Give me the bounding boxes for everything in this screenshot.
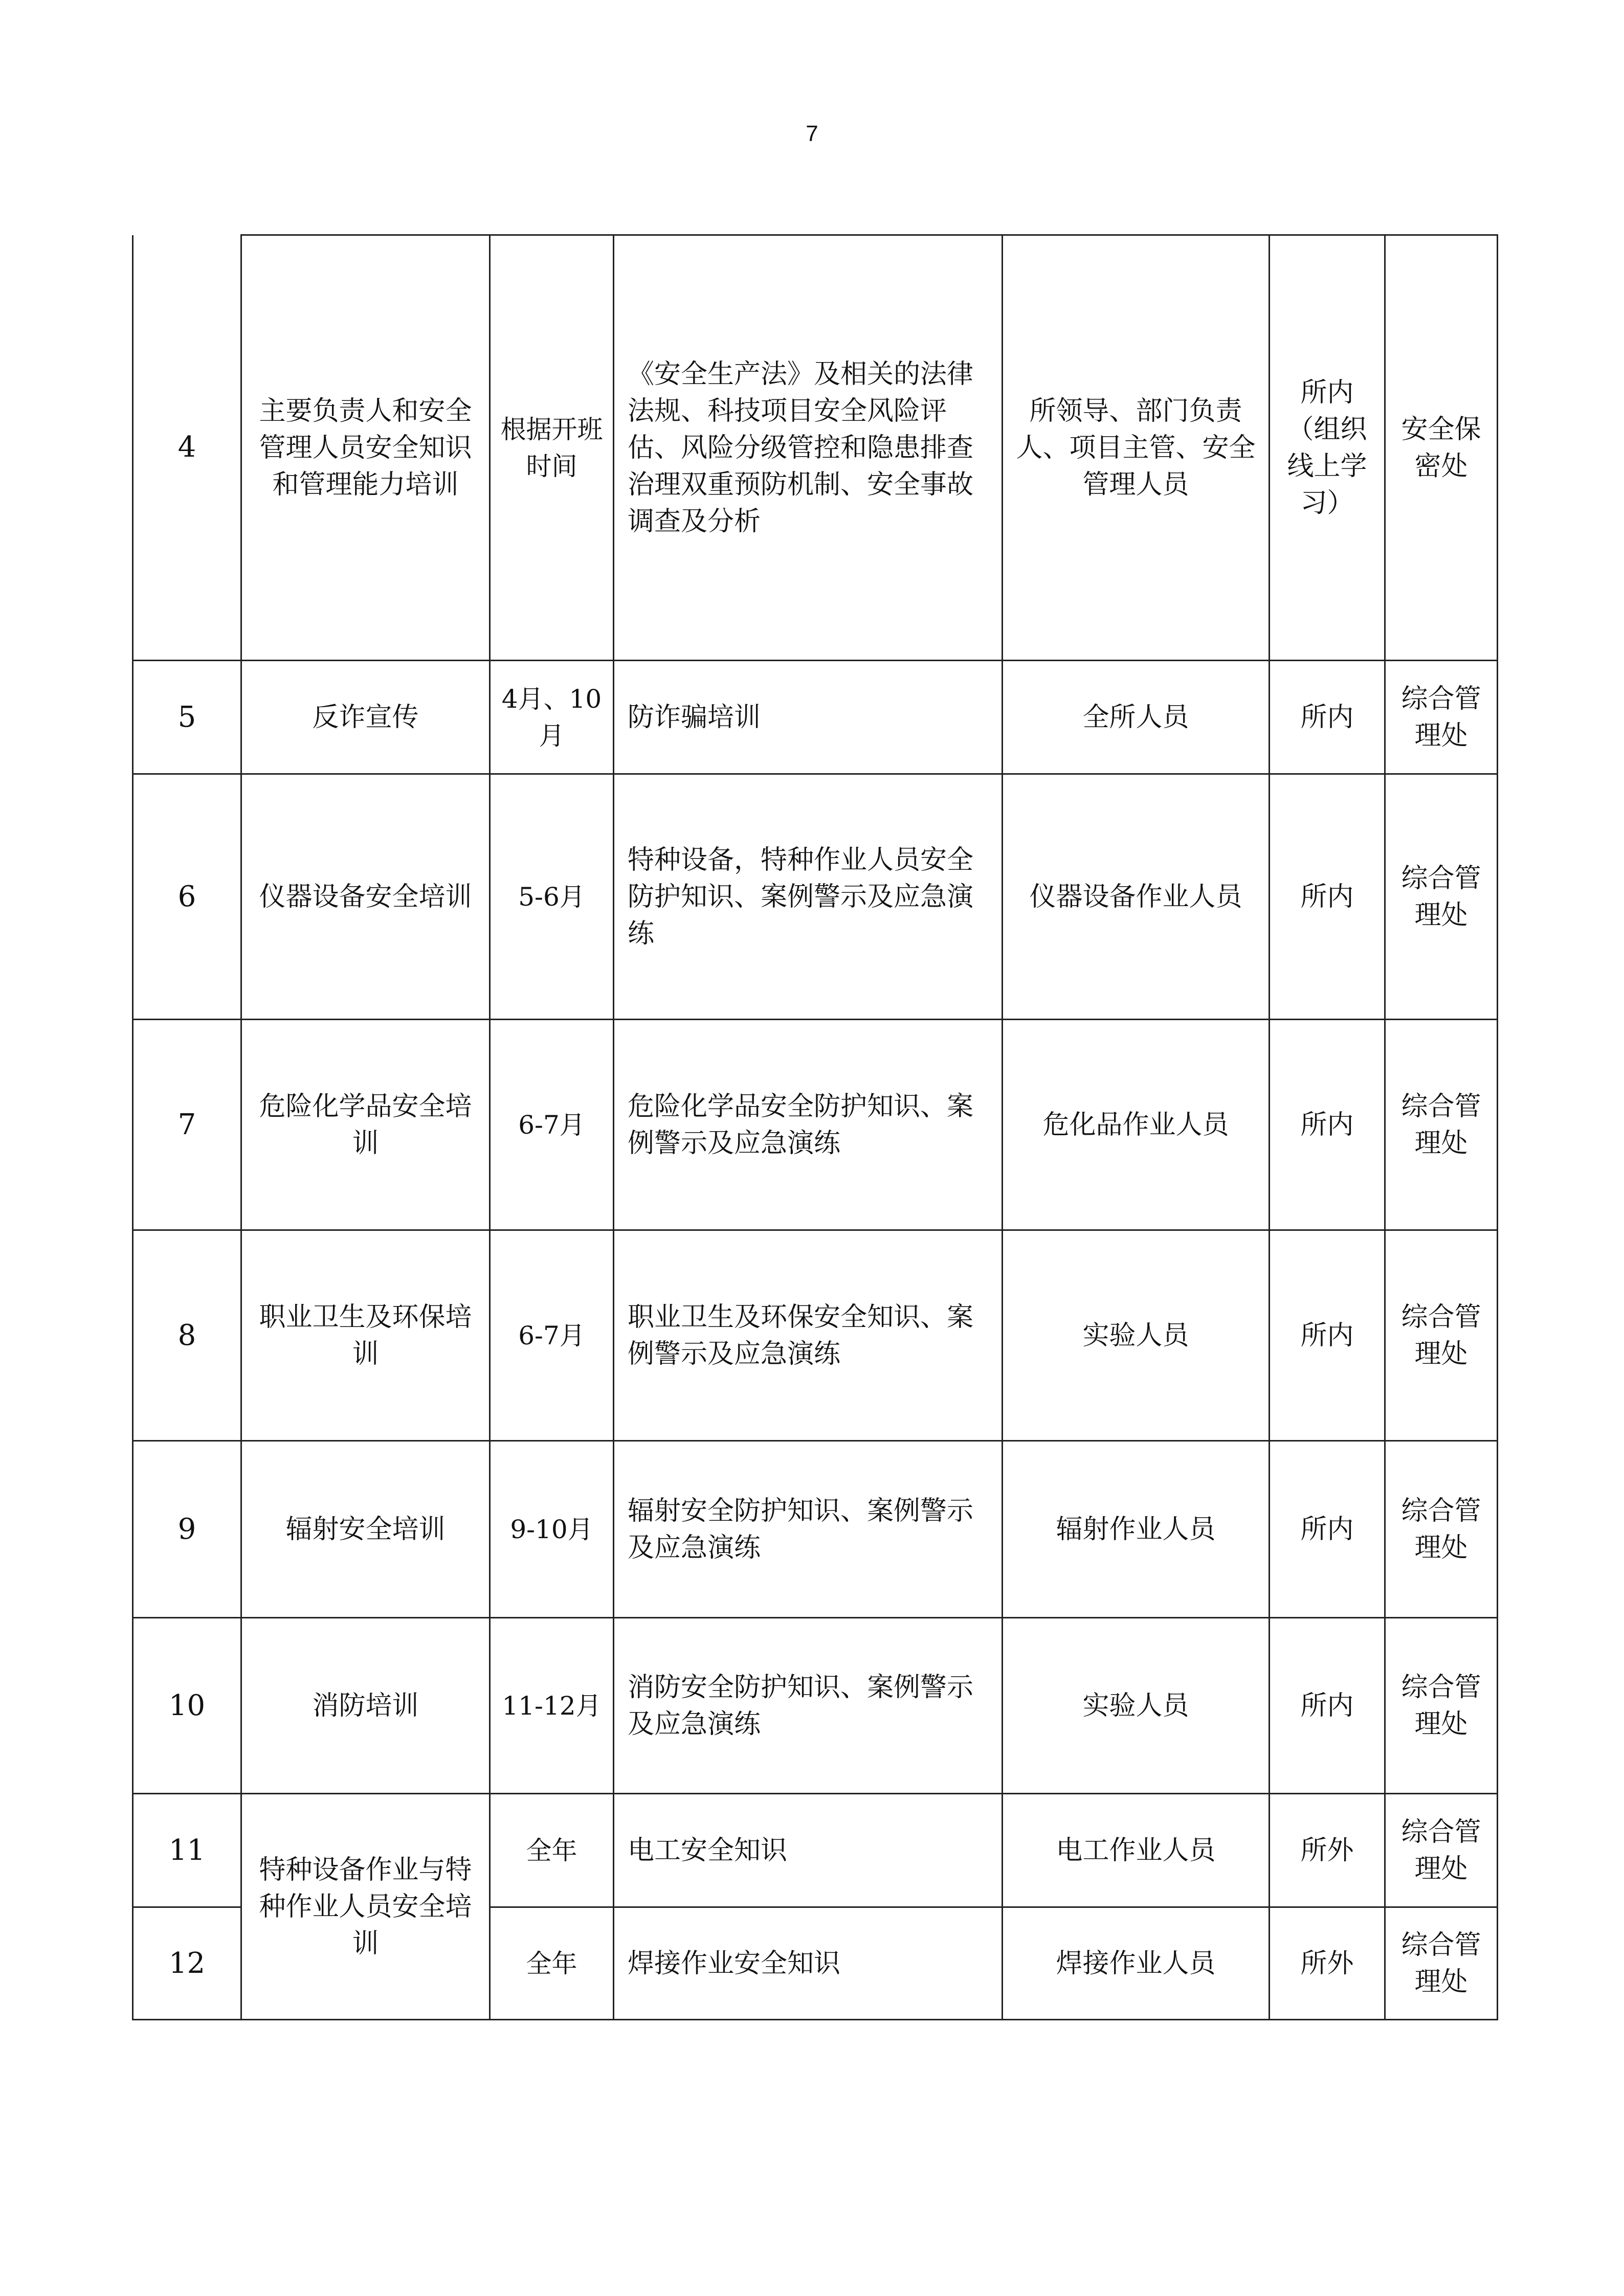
row-number: 11 xyxy=(133,1794,241,1907)
row-number: 10 xyxy=(133,1618,241,1794)
training-audience: 仪器设备作业人员 xyxy=(1003,774,1270,1020)
table-row xyxy=(133,1230,1498,1441)
training-name: 仪器设备安全培训 xyxy=(241,774,490,1020)
training-content: 防诈骗培训 xyxy=(614,661,1003,774)
table-row xyxy=(133,661,1498,774)
row-number: 7 xyxy=(133,1020,241,1230)
training-time: 6-7月 xyxy=(490,1230,614,1441)
row-number: 8 xyxy=(133,1230,241,1441)
training-time: 全年 xyxy=(490,1794,614,1907)
training-content: 焊接作业安全知识 xyxy=(614,1907,1003,2020)
responsible-dept: 综合管理处 xyxy=(1385,1020,1498,1230)
training-place: 所外 xyxy=(1270,1907,1385,2020)
training-time: 全年 xyxy=(490,1907,614,2020)
training-name: 辐射安全培训 xyxy=(241,1441,490,1618)
responsible-dept: 综合管理处 xyxy=(1385,1441,1498,1618)
training-name: 反诈宣传 xyxy=(241,661,490,774)
training-content: 《安全生产法》及相关的法律法规、科技项目安全风险评估、风险分级管控和隐患排查治理双重预防机制、安全事故调查及分析 xyxy=(614,235,1003,661)
training-audience: 危化品作业人员 xyxy=(1003,1020,1270,1230)
responsible-dept: 安全保密处 xyxy=(1385,235,1498,661)
training-name: 危险化学品安全培训 xyxy=(241,1020,490,1230)
training-audience: 全所人员 xyxy=(1003,661,1270,774)
training-plan-table xyxy=(132,234,1498,2020)
training-place: 所内 xyxy=(1270,774,1385,1020)
training-time: 根据开班时间 xyxy=(490,235,614,661)
responsible-dept: 综合管理处 xyxy=(1385,1618,1498,1794)
table-row xyxy=(133,1794,1498,1907)
training-place: 所内 xyxy=(1270,661,1385,774)
training-content: 消防安全防护知识、案例警示及应急演练 xyxy=(614,1618,1003,1794)
training-place: 所外 xyxy=(1270,1794,1385,1907)
training-name: 职业卫生及环保培训 xyxy=(241,1230,490,1441)
training-name: 特种设备作业与特种作业人员安全培训 xyxy=(241,1794,490,2020)
training-audience: 辐射作业人员 xyxy=(1003,1441,1270,1618)
training-time: 11-12月 xyxy=(490,1618,614,1794)
page-number: 7 xyxy=(806,121,818,146)
table-row xyxy=(133,235,1498,661)
training-time: 5-6月 xyxy=(490,774,614,1020)
training-content: 辐射安全防护知识、案例警示及应急演练 xyxy=(614,1441,1003,1618)
table-row xyxy=(133,1441,1498,1618)
training-audience: 所领导、部门负责人、项目主管、安全管理人员 xyxy=(1003,235,1270,661)
training-content: 职业卫生及环保安全知识、案例警示及应急演练 xyxy=(614,1230,1003,1441)
responsible-dept: 综合管理处 xyxy=(1385,774,1498,1020)
table-row xyxy=(133,1020,1498,1230)
row-number: 12 xyxy=(133,1907,241,2020)
row-number: 6 xyxy=(133,774,241,1020)
responsible-dept: 综合管理处 xyxy=(1385,1794,1498,1907)
training-audience: 实验人员 xyxy=(1003,1230,1270,1441)
row-number: 9 xyxy=(133,1441,241,1618)
table-row xyxy=(133,1618,1498,1794)
training-audience: 电工作业人员 xyxy=(1003,1794,1270,1907)
training-content: 电工安全知识 xyxy=(614,1794,1003,1907)
responsible-dept: 综合管理处 xyxy=(1385,1230,1498,1441)
training-place: 所内 xyxy=(1270,1618,1385,1794)
training-time: 9-10月 xyxy=(490,1441,614,1618)
table-row xyxy=(133,774,1498,1020)
training-place: 所内（组织线上学习） xyxy=(1270,235,1385,661)
row-number: 5 xyxy=(133,661,241,774)
training-place: 所内 xyxy=(1270,1441,1385,1618)
row-number: 4 xyxy=(133,235,241,661)
responsible-dept: 综合管理处 xyxy=(1385,661,1498,774)
training-name: 主要负责人和安全管理人员安全知识和管理能力培训 xyxy=(241,235,490,661)
training-place: 所内 xyxy=(1270,1230,1385,1441)
training-place: 所内 xyxy=(1270,1020,1385,1230)
training-time: 4月、10月 xyxy=(490,661,614,774)
training-content: 特种设备，特种作业人员安全防护知识、案例警示及应急演练 xyxy=(614,774,1003,1020)
training-content: 危险化学品安全防护知识、案例警示及应急演练 xyxy=(614,1020,1003,1230)
responsible-dept: 综合管理处 xyxy=(1385,1907,1498,2020)
training-time: 6-7月 xyxy=(490,1020,614,1230)
training-audience: 焊接作业人员 xyxy=(1003,1907,1270,2020)
training-name: 消防培训 xyxy=(241,1618,490,1794)
training-audience: 实验人员 xyxy=(1003,1618,1270,1794)
